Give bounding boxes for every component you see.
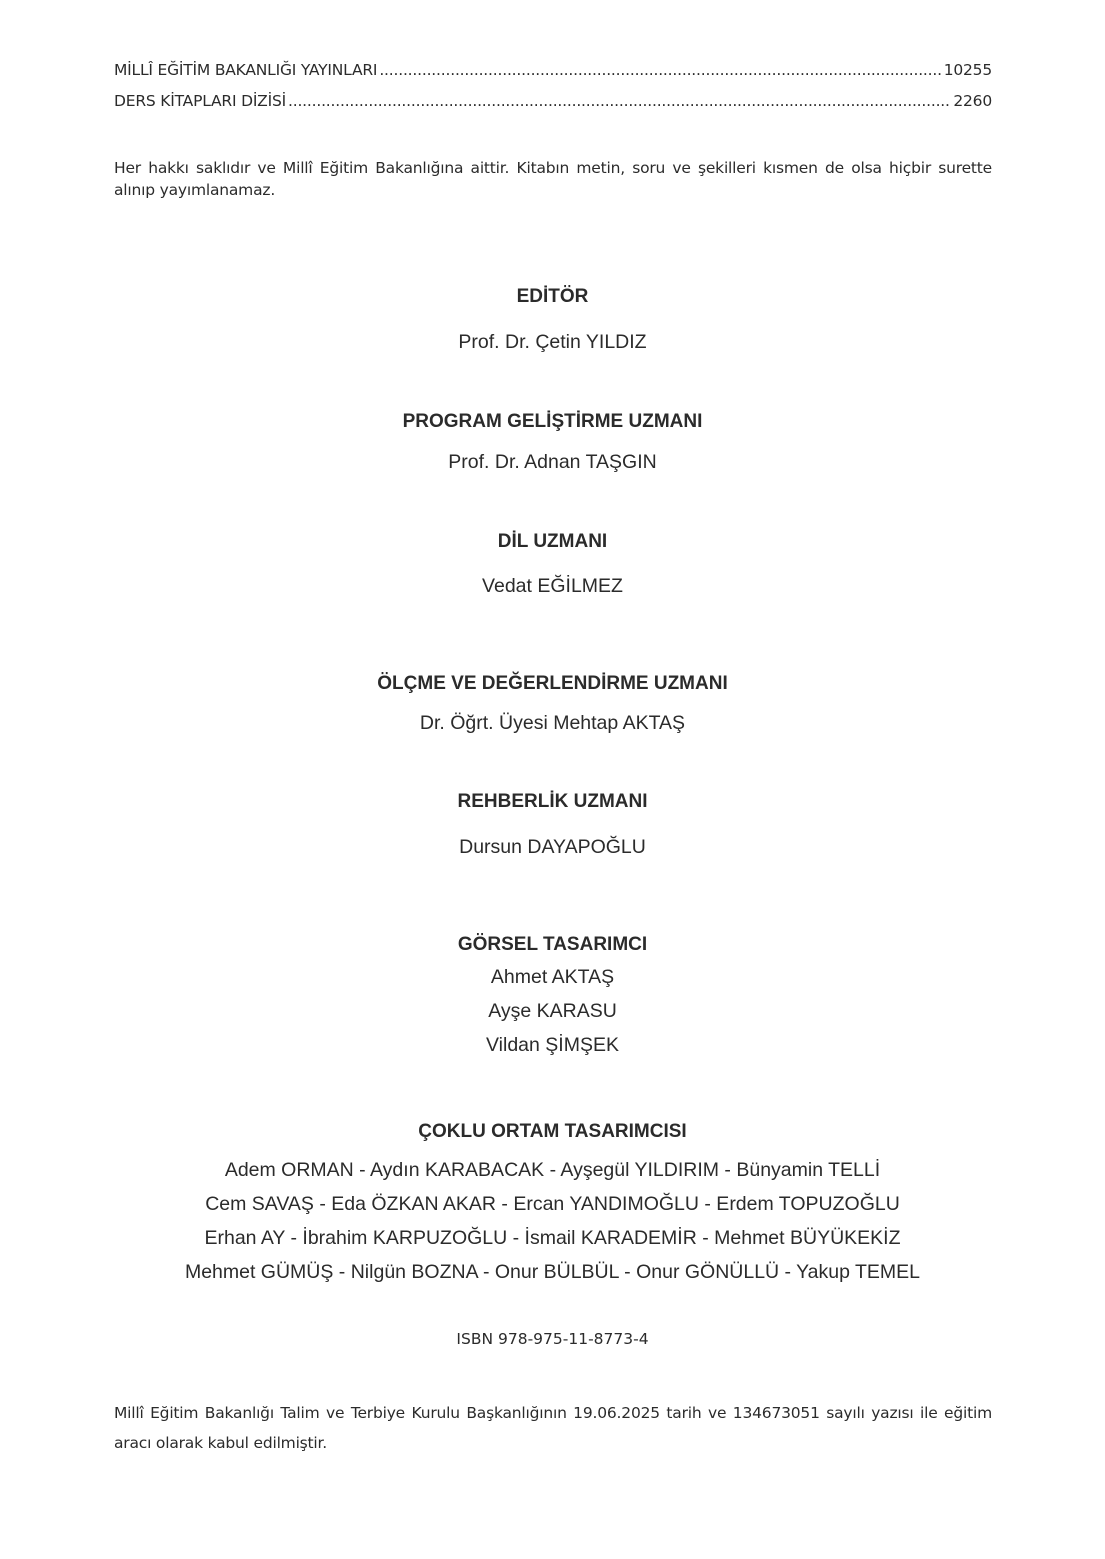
textbook-series-line <box>114 87 992 115</box>
guidance-role: REHBERLİK UZMANI <box>457 791 648 812</box>
editor-name: Prof. Dr. Çetin YILDIZ <box>458 331 647 353</box>
visual-design-role: GÖRSEL TASARIMCI <box>457 934 648 955</box>
visual-designer-name: Vildan ŞİMŞEK <box>486 1034 619 1056</box>
multimedia-designers-line: Mehmet GÜMÜŞ - Nilgün BOZNA - Onur BÜLBÜL - Onur GÖNÜLLÜ - Yakup TEMEL <box>184 1261 921 1283</box>
guidance-name: Dursun DAYAPOĞLU <box>459 836 646 858</box>
series-info <box>114 56 992 115</box>
multimedia-designers-line: Adem ORMAN - Aydın KARABACAK - Ayşegül YILDIRIM - Bünyamin TELLİ <box>224 1159 881 1181</box>
language-name: Vedat EĞİLMEZ <box>482 575 623 597</box>
isbn: ISBN 978-975-11-8773-4 <box>456 1330 649 1348</box>
multimedia-design-role: ÇOKLU ORTAM TASARIMCISI <box>418 1121 687 1142</box>
rights-notice: Her hakkı saklıdır ve Millî Eğitim Bakanlığına aittir. Kitabın metin, soru ve şekilleri kısmen de olsa hiçbir surette alınıp yayımlanamaz. <box>114 159 992 199</box>
assessment-role: ÖLÇME VE DEĞERLENDİRME UZMANI <box>377 673 728 694</box>
editor-role: EDİTÖR <box>516 286 589 307</box>
visual-designer-name: Ayşe KARASU <box>488 1000 617 1022</box>
textbook-series-label: DERS KİTAPLARI DİZİSİ <box>114 92 286 110</box>
multimedia-designers-line: Cem SAVAŞ - Eda ÖZKAN AKAR - Ercan YANDIMOĞLU - Erdem TOPUZOĞLU <box>205 1193 900 1215</box>
multimedia-designers-line: Erhan AY - İbrahim KARPUZOĞLU - İsmail KARADEMİR - Mehmet BÜYÜKEKİZ <box>204 1227 901 1249</box>
language-role: DİL UZMANI <box>497 531 608 552</box>
program-development-name: Prof. Dr. Adnan TAŞGIN <box>448 451 657 473</box>
program-development-role: PROGRAM GELİŞTİRME UZMANI <box>402 411 703 432</box>
dot-leader <box>288 87 951 115</box>
dot-leader <box>379 56 941 84</box>
publications-line <box>114 56 992 84</box>
approval-notice: Millî Eğitim Bakanlığı Talim ve Terbiye Kurulu Başkanlığının 19.06.2025 tarih ve 134673051 sayılı yazısı ile eğitim aracı olarak kabul edilmiştir. <box>114 1404 992 1452</box>
visual-designer-name: Ahmet AKTAŞ <box>490 966 615 988</box>
publications-label: MİLLÎ EĞİTİM BAKANLIĞI YAYINLARI <box>114 61 378 79</box>
textbook-series-number: 2260 <box>953 92 992 110</box>
assessment-name: Dr. Öğrt. Üyesi Mehtap AKTAŞ <box>419 712 686 734</box>
publications-number: 10255 <box>943 61 992 79</box>
